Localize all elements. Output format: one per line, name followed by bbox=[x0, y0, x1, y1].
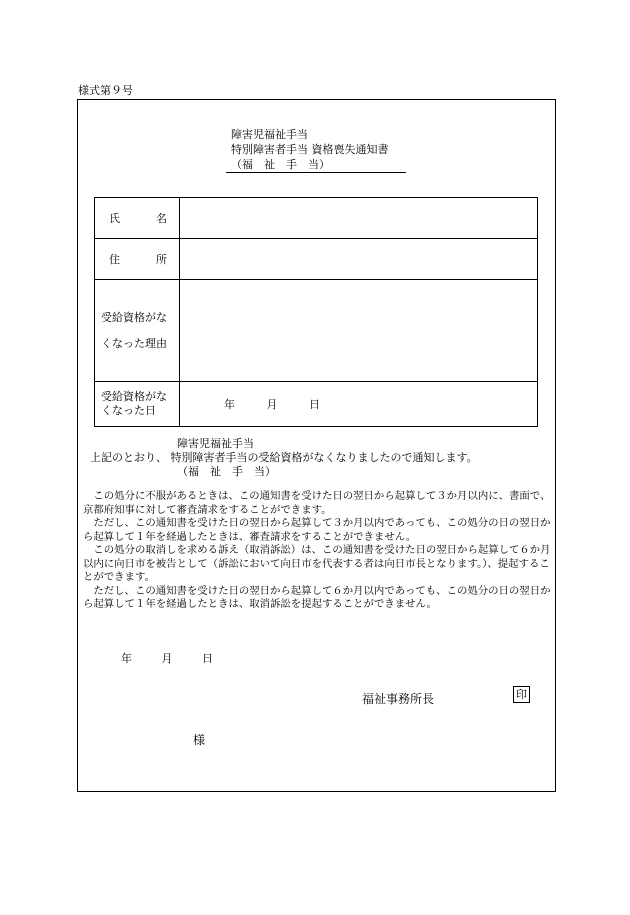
name-label: 氏 名 bbox=[95, 198, 180, 239]
lost-date-field[interactable] bbox=[180, 382, 538, 427]
title-line-2: 特別障害者手当 資格喪失通知書 bbox=[231, 143, 389, 156]
table-row-name bbox=[95, 198, 538, 239]
date-day: 日 bbox=[309, 398, 320, 411]
recipient-suffix: 様 bbox=[193, 733, 206, 747]
address-label: 住 所 bbox=[95, 239, 180, 280]
issue-date-year: 年 bbox=[121, 652, 132, 665]
table-row-address bbox=[95, 239, 538, 280]
issue-date-day: 日 bbox=[202, 652, 213, 665]
lost-date-label: 受給資格がな くなった日 bbox=[95, 382, 180, 427]
table-row-lost-date bbox=[95, 382, 538, 427]
paragraph-1: この処分に不服があるときは、この通知書を受けた日の翌日から起算して３か月以内に、書面で、京都府知事に対して審査請求をすることができます。 bbox=[83, 490, 551, 516]
form-number: 様式第９号 bbox=[78, 84, 133, 97]
date-year: 年 bbox=[224, 398, 235, 411]
document-title bbox=[231, 127, 389, 172]
paragraph-4: ただし、この通知書を受けた日の翌日から起算して６か月以内であっても、この処分の日の翌日から起算して１年を経過したときは、取消訴訟を提起することができません。 bbox=[83, 584, 551, 610]
issue-date bbox=[121, 650, 213, 666]
issue-date-month: 月 bbox=[161, 652, 173, 665]
name-field[interactable] bbox=[180, 198, 538, 239]
address-field[interactable] bbox=[180, 239, 538, 280]
date-month: 月 bbox=[266, 398, 278, 411]
table-row-reason bbox=[95, 280, 538, 382]
notice-line-2: 上記のとおり、 特別障害者手当の受給資格がなくなりましたので通知します。 bbox=[90, 451, 478, 464]
seal-stamp: 印 bbox=[513, 686, 530, 703]
notice-text bbox=[90, 437, 550, 479]
reason-label: 受給資格がな くなった理由 bbox=[95, 280, 180, 382]
issuer-office: 福祉事務所長 bbox=[362, 692, 435, 706]
title-underline bbox=[226, 172, 406, 173]
info-table bbox=[94, 197, 538, 427]
paragraph-2: ただし、この通知書を受けた日の翌日から起算して３か月以内であっても、この処分の日の翌日から起算して１年を経過したときは、審査請求をすることができません。 bbox=[83, 517, 551, 543]
appeal-instructions bbox=[83, 490, 553, 612]
title-line-1: 障害児福祉手当 bbox=[231, 128, 308, 141]
reason-field[interactable] bbox=[180, 280, 538, 382]
paragraph-3: この処分の取消しを求める訴え（取消訴訟）は、この通知書を受けた日の翌日から起算して６か月以内に向日市を被告として（訴訟において向日市を代表する者は向日市長となります。）、提起することができます。 bbox=[83, 544, 551, 583]
notice-line-1: 障害児福祉手当 bbox=[177, 437, 254, 450]
notice-line-3: （福 祉 手 当） bbox=[177, 465, 276, 478]
title-line-3: （福 祉 手 当） bbox=[231, 158, 330, 171]
